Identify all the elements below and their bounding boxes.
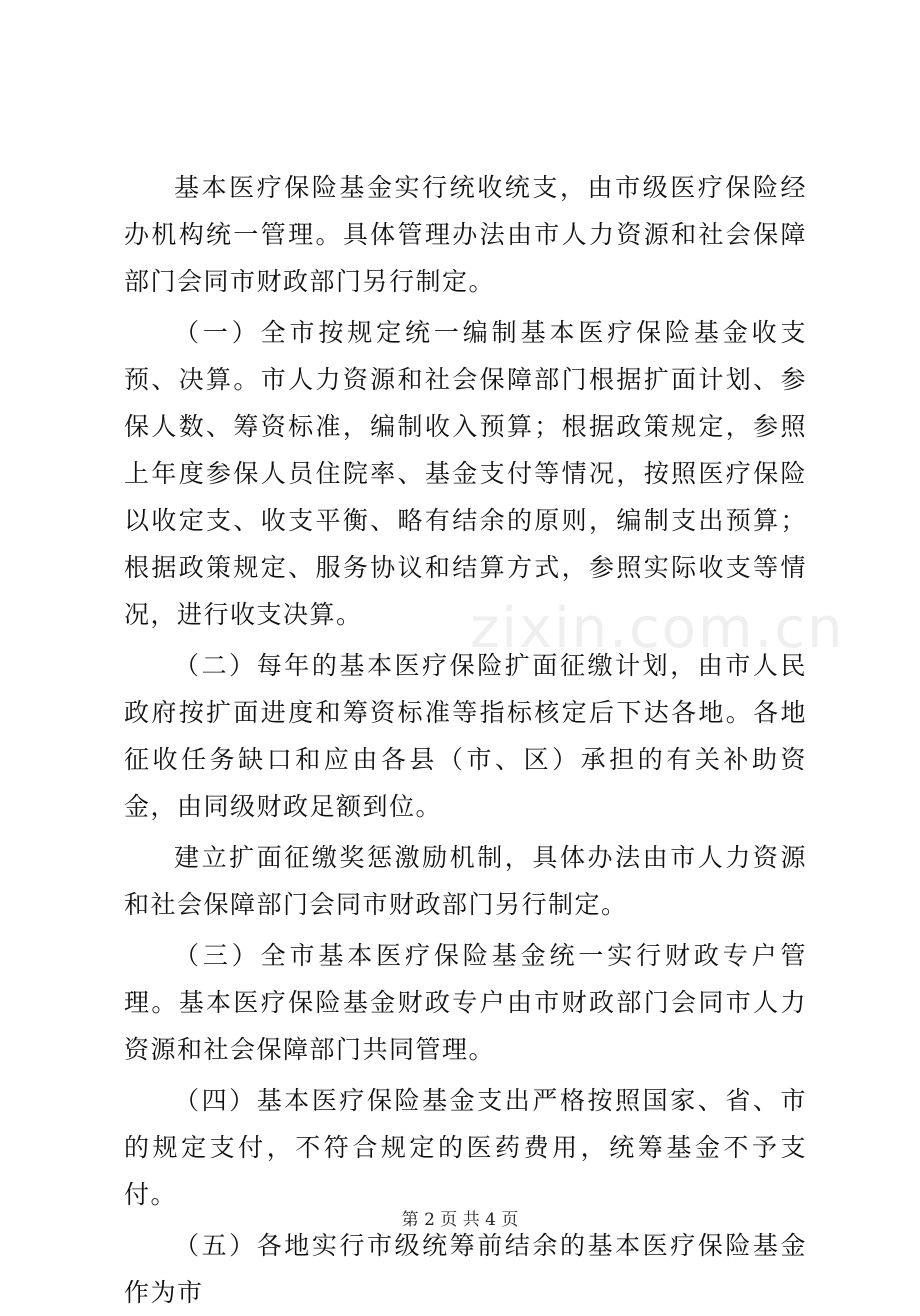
paragraph-special-account: （三）全市基本医疗保险基金统一实行财政专户管理。基本医疗保险基金财政专户由市财政部门会同市人力资源和社会保障部门共同管理。: [124, 941, 807, 1064]
paragraph-fund-management: 基本医疗保险基金实行统收统支，由市级医疗保险经办机构统一管理。具体管理办法由市人力资源和社会保障部门会同市财政部门另行制定。: [124, 173, 807, 296]
paragraph-budget: （一）全市按规定统一编制基本医疗保险基金收支预、决算。市人力资源和社会保障部门根据扩面计划、参保人数、筹资标准，编制收入预算；根据政策规定，参照上年度参保人员住院率、基金支付等情况，按照医疗保险以收定支、收支平衡、略有结余的原则，编制支出预算；根据政策规定、服务协议和结算方式，参照实际收支等情况，进行收支决算。: [124, 318, 807, 629]
page-footer: 第 2 页 共 4 页: [401, 1210, 519, 1230]
document-body: [124, 164, 807, 1316]
paragraph-incentive: 建立扩面征缴奖惩激励机制，具体办法由市人力资源和社会保障部门会同市财政部门另行制定。: [124, 843, 807, 919]
paragraph-expenditure: （四）基本医疗保险基金支出严格按照国家、省、市的规定支付，不符合规定的医药费用，统筹基金不予支付。: [124, 1086, 807, 1209]
paragraph-collection-plan: （二）每年的基本医疗保险扩面征缴计划，由市人民政府按扩面进度和筹资标准等指标核定后下达各地。各地征收任务缺口和应由各县（市、区）承担的有关补助资金，由同级财政足额到位。: [124, 651, 807, 821]
paragraph-surplus: （五）各地实行市级统筹前结余的基本医疗保险基金作为市: [124, 1231, 807, 1307]
watermark: zixin.com.cn: [470, 596, 845, 661]
